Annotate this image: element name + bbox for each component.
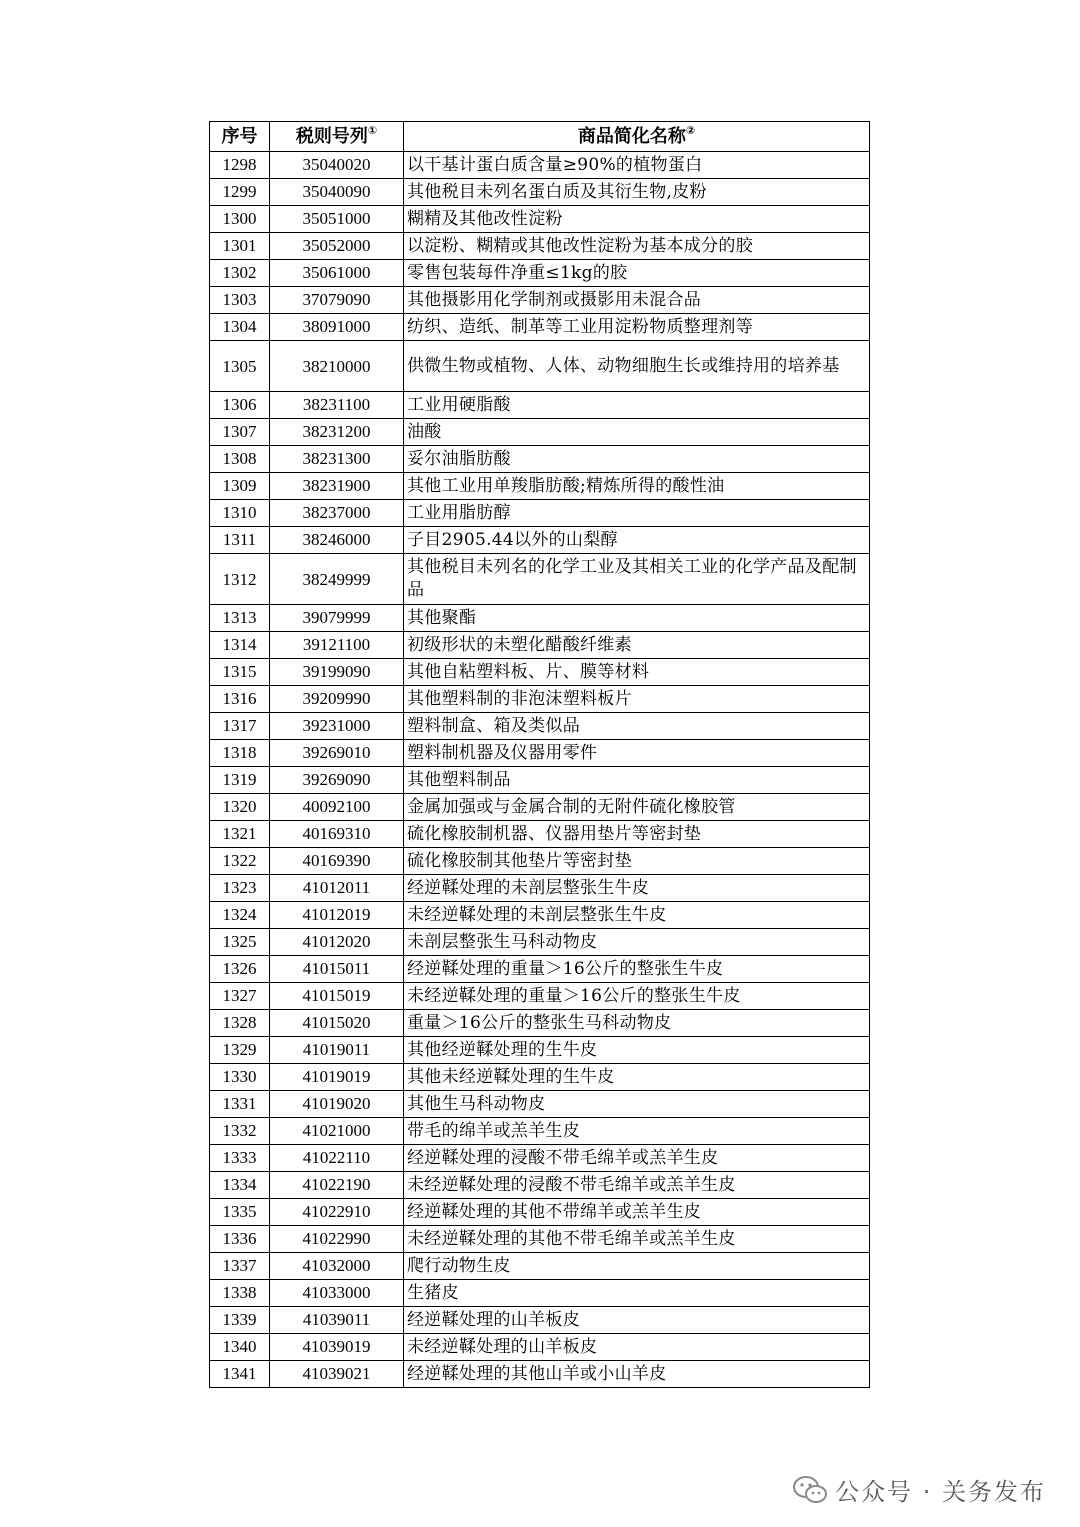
code-cell: 41022190 (270, 1172, 404, 1199)
code-cell: 39231000 (270, 713, 404, 740)
name-cell: 其他税目未列名蛋白质及其衍生物,皮粉 (404, 179, 870, 206)
name-cell: 工业用硬脂酸 (404, 392, 870, 419)
seq-cell: 1333 (210, 1145, 270, 1172)
table-header-row (210, 122, 870, 152)
code-cell: 41019020 (270, 1091, 404, 1118)
table-row (210, 527, 870, 554)
code-cell: 37079090 (270, 287, 404, 314)
table-row (210, 659, 870, 686)
code-cell: 35051000 (270, 206, 404, 233)
name-cell: 以淀粉、糊精或其他改性淀粉为基本成分的胶 (404, 233, 870, 260)
table-row (210, 392, 870, 419)
name-cell: 未经逆鞣处理的山羊板皮 (404, 1334, 870, 1361)
header-name (404, 122, 870, 152)
seq-cell: 1327 (210, 983, 270, 1010)
table-row (210, 152, 870, 179)
seq-cell: 1323 (210, 875, 270, 902)
name-cell: 纺织、造纸、制革等工业用淀粉物质整理剂等 (404, 314, 870, 341)
seq-cell: 1339 (210, 1307, 270, 1334)
seq-cell: 1316 (210, 686, 270, 713)
seq-cell: 1302 (210, 260, 270, 287)
table-row (210, 686, 870, 713)
seq-cell: 1313 (210, 605, 270, 632)
seq-cell: 1328 (210, 1010, 270, 1037)
code-cell: 41015011 (270, 956, 404, 983)
name-cell: 初级形状的未塑化醋酸纤维素 (404, 632, 870, 659)
seq-cell: 1299 (210, 179, 270, 206)
name-cell: 爬行动物生皮 (404, 1253, 870, 1280)
code-cell: 41022910 (270, 1199, 404, 1226)
seq-cell: 1298 (210, 152, 270, 179)
seq-cell: 1303 (210, 287, 270, 314)
table-row (210, 446, 870, 473)
seq-cell: 1330 (210, 1064, 270, 1091)
name-cell: 其他工业用单羧脂肪酸;精炼所得的酸性油 (404, 473, 870, 500)
code-cell: 41012011 (270, 875, 404, 902)
table-row (210, 1253, 870, 1280)
name-cell: 经逆鞣处理的浸酸不带毛绵羊或羔羊生皮 (404, 1145, 870, 1172)
name-cell: 妥尔油脂肪酸 (404, 446, 870, 473)
seq-cell: 1324 (210, 902, 270, 929)
table-row (210, 767, 870, 794)
name-cell: 塑料制机器及仪器用零件 (404, 740, 870, 767)
name-cell: 其他税目未列名的化学工业及其相关工业的化学产品及配制品 (404, 554, 870, 605)
header-name-footnote: ② (685, 124, 696, 137)
seq-cell: 1325 (210, 929, 270, 956)
seq-cell: 1319 (210, 767, 270, 794)
code-cell: 41022110 (270, 1145, 404, 1172)
code-cell: 41039019 (270, 1334, 404, 1361)
table-row (210, 956, 870, 983)
seq-cell: 1338 (210, 1280, 270, 1307)
name-cell: 塑料制盒、箱及类似品 (404, 713, 870, 740)
name-cell: 零售包装每件净重≤1kg的胶 (404, 260, 870, 287)
seq-cell: 1340 (210, 1334, 270, 1361)
table-row (210, 983, 870, 1010)
seq-cell: 1307 (210, 419, 270, 446)
code-cell: 41015020 (270, 1010, 404, 1037)
name-cell: 以干基计蛋白质含量≥90%的植物蛋白 (404, 152, 870, 179)
name-cell: 未经逆鞣处理的未剖层整张生牛皮 (404, 902, 870, 929)
table-row (210, 875, 870, 902)
seq-cell: 1306 (210, 392, 270, 419)
seq-cell: 1341 (210, 1361, 270, 1388)
table-row (210, 179, 870, 206)
name-cell: 子目2905.44以外的山梨醇 (404, 527, 870, 554)
table-row (210, 848, 870, 875)
name-cell: 油酸 (404, 419, 870, 446)
table-row (210, 1037, 870, 1064)
code-cell: 41032000 (270, 1253, 404, 1280)
table-row (210, 419, 870, 446)
table-row (210, 1199, 870, 1226)
seq-cell: 1331 (210, 1091, 270, 1118)
code-cell: 38237000 (270, 500, 404, 527)
table-row (210, 902, 870, 929)
code-cell: 40092100 (270, 794, 404, 821)
header-code-label: 税则号列 (295, 126, 368, 147)
wechat-icon (793, 1476, 827, 1504)
code-cell: 39269090 (270, 767, 404, 794)
name-cell: 硫化橡胶制机器、仪器用垫片等密封垫 (404, 821, 870, 848)
watermark (793, 1472, 1046, 1507)
code-cell: 38246000 (270, 527, 404, 554)
code-cell: 35061000 (270, 260, 404, 287)
table-row (210, 1172, 870, 1199)
name-cell: 未经逆鞣处理的浸酸不带毛绵羊或羔羊生皮 (404, 1172, 870, 1199)
name-cell: 其他塑料制的非泡沫塑料板片 (404, 686, 870, 713)
seq-cell: 1311 (210, 527, 270, 554)
table-row (210, 929, 870, 956)
code-cell: 41022990 (270, 1226, 404, 1253)
name-cell: 硫化橡胶制其他垫片等密封垫 (404, 848, 870, 875)
table-row (210, 473, 870, 500)
name-cell: 其他摄影用化学制剂或摄影用未混合品 (404, 287, 870, 314)
table-row (210, 314, 870, 341)
code-cell: 38091000 (270, 314, 404, 341)
code-cell: 41012020 (270, 929, 404, 956)
seq-cell: 1322 (210, 848, 270, 875)
table-row (210, 260, 870, 287)
name-cell: 其他未经逆鞣处理的生牛皮 (404, 1064, 870, 1091)
name-cell: 其他自粘塑料板、片、膜等材料 (404, 659, 870, 686)
name-cell: 带毛的绵羊或羔羊生皮 (404, 1118, 870, 1145)
seq-cell: 1310 (210, 500, 270, 527)
header-code-footnote: ① (367, 124, 378, 137)
code-cell: 41039011 (270, 1307, 404, 1334)
name-cell: 其他生马科动物皮 (404, 1091, 870, 1118)
code-cell: 35040090 (270, 179, 404, 206)
table-row (210, 605, 870, 632)
seq-cell: 1326 (210, 956, 270, 983)
name-cell: 生猪皮 (404, 1280, 870, 1307)
name-cell: 未剖层整张生马科动物皮 (404, 929, 870, 956)
table-row (210, 632, 870, 659)
name-cell: 未经逆鞣处理的重量＞16公斤的整张生牛皮 (404, 983, 870, 1010)
name-cell: 重量＞16公斤的整张生马科动物皮 (404, 1010, 870, 1037)
table-row (210, 1334, 870, 1361)
code-cell: 38231200 (270, 419, 404, 446)
code-cell: 39209990 (270, 686, 404, 713)
seq-cell: 1317 (210, 713, 270, 740)
code-cell: 39199090 (270, 659, 404, 686)
seq-cell: 1312 (210, 554, 270, 605)
name-cell: 糊精及其他改性淀粉 (404, 206, 870, 233)
code-cell: 38231100 (270, 392, 404, 419)
table-row (210, 713, 870, 740)
table-row (210, 740, 870, 767)
name-cell: 未经逆鞣处理的其他不带毛绵羊或羔羊生皮 (404, 1226, 870, 1253)
seq-cell: 1334 (210, 1172, 270, 1199)
name-cell: 经逆鞣处理的重量＞16公斤的整张生牛皮 (404, 956, 870, 983)
header-seq-label: 序号 (221, 126, 258, 147)
table-row (210, 1145, 870, 1172)
seq-cell: 1309 (210, 473, 270, 500)
name-cell: 其他经逆鞣处理的生牛皮 (404, 1037, 870, 1064)
seq-cell: 1336 (210, 1226, 270, 1253)
seq-cell: 1332 (210, 1118, 270, 1145)
seq-cell: 1321 (210, 821, 270, 848)
code-cell: 41019019 (270, 1064, 404, 1091)
table-row (210, 1361, 870, 1388)
name-cell: 其他塑料制品 (404, 767, 870, 794)
header-name-label: 商品简化名称 (577, 126, 686, 147)
seq-cell: 1320 (210, 794, 270, 821)
code-cell: 41012019 (270, 902, 404, 929)
table-row (210, 1307, 870, 1334)
code-cell: 41039021 (270, 1361, 404, 1388)
code-cell: 39079999 (270, 605, 404, 632)
seq-cell: 1314 (210, 632, 270, 659)
code-cell: 38249999 (270, 554, 404, 605)
table-row (210, 341, 870, 392)
seq-cell: 1308 (210, 446, 270, 473)
seq-cell: 1337 (210, 1253, 270, 1280)
table-row (210, 1064, 870, 1091)
name-cell: 经逆鞣处理的未剖层整张生牛皮 (404, 875, 870, 902)
table-row (210, 1091, 870, 1118)
name-cell: 其他聚酯 (404, 605, 870, 632)
table-row (210, 1280, 870, 1307)
code-cell: 40169390 (270, 848, 404, 875)
code-cell: 41021000 (270, 1118, 404, 1145)
seq-cell: 1301 (210, 233, 270, 260)
header-code (270, 122, 404, 152)
code-cell: 35040020 (270, 152, 404, 179)
seq-cell: 1305 (210, 341, 270, 392)
table-row (210, 233, 870, 260)
name-cell: 工业用脂肪醇 (404, 500, 870, 527)
tariff-table (209, 121, 870, 1388)
code-cell: 41019011 (270, 1037, 404, 1064)
table-row (210, 554, 870, 605)
table-row (210, 500, 870, 527)
watermark-text: 公众号 · 关务发布 (835, 1478, 1046, 1506)
code-cell: 41015019 (270, 983, 404, 1010)
name-cell: 供微生物或植物、人体、动物细胞生长或维持用的培养基 (404, 341, 870, 392)
name-cell: 金属加强或与金属合制的无附件硫化橡胶管 (404, 794, 870, 821)
header-seq (210, 122, 270, 152)
code-cell: 39121100 (270, 632, 404, 659)
table-row (210, 1226, 870, 1253)
seq-cell: 1315 (210, 659, 270, 686)
seq-cell: 1335 (210, 1199, 270, 1226)
seq-cell: 1318 (210, 740, 270, 767)
table-body (210, 152, 870, 1388)
table-row (210, 1010, 870, 1037)
code-cell: 41033000 (270, 1280, 404, 1307)
name-cell: 经逆鞣处理的其他山羊或小山羊皮 (404, 1361, 870, 1388)
seq-cell: 1304 (210, 314, 270, 341)
code-cell: 38231300 (270, 446, 404, 473)
table-row (210, 206, 870, 233)
code-cell: 38231900 (270, 473, 404, 500)
name-cell: 经逆鞣处理的山羊板皮 (404, 1307, 870, 1334)
table-row (210, 794, 870, 821)
code-cell: 38210000 (270, 341, 404, 392)
table-row (210, 821, 870, 848)
seq-cell: 1300 (210, 206, 270, 233)
code-cell: 39269010 (270, 740, 404, 767)
name-cell: 经逆鞣处理的其他不带绵羊或羔羊生皮 (404, 1199, 870, 1226)
table-row (210, 1118, 870, 1145)
table-row (210, 287, 870, 314)
seq-cell: 1329 (210, 1037, 270, 1064)
code-cell: 35052000 (270, 233, 404, 260)
code-cell: 40169310 (270, 821, 404, 848)
